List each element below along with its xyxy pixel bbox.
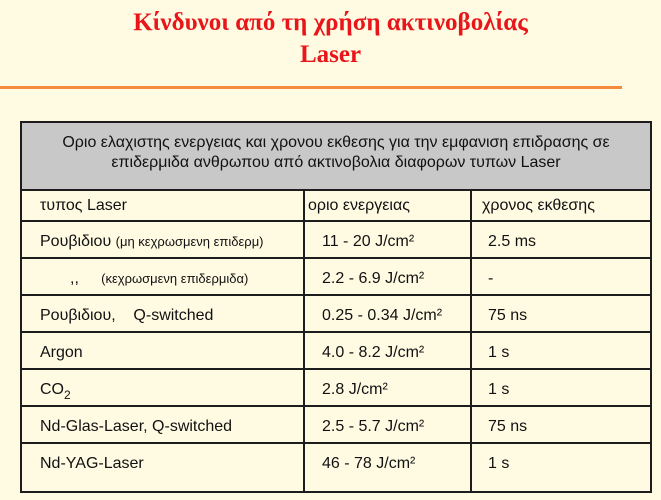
laser-type-cell: Argon [40, 344, 83, 361]
table-row [22, 370, 650, 407]
laser-type-cell: Nd-Glas-Laser, Q-switched [40, 418, 233, 435]
energy-cell: 2.2 - 6.9 J/cm² [322, 270, 425, 287]
time-cell: 1 s [488, 344, 510, 361]
energy-cell: 2.5 - 5.7 J/cm² [322, 418, 425, 435]
laser-type-cell [40, 370, 71, 405]
table-row [22, 296, 650, 333]
table-row [22, 222, 650, 259]
header-laser-type: τυπος Laser [40, 197, 127, 214]
table-header-row [22, 191, 650, 222]
table-grid [22, 191, 650, 478]
energy-cell: 4.0 - 8.2 J/cm² [322, 344, 425, 361]
energy-cell: 46 - 78 J/cm² [322, 455, 416, 472]
page-subtitle: Laser [299, 41, 362, 68]
energy-cell: 11 - 20 J/cm² [322, 233, 415, 250]
table-row [22, 259, 650, 296]
laser-type-cell [40, 296, 213, 331]
laser-type-cell [40, 222, 264, 257]
time-cell: 75 ns [488, 307, 528, 324]
header-energy-threshold: οριο ενεργειας [308, 197, 410, 214]
energy-cell: 2.8 J/cm² [322, 381, 388, 398]
table-row [22, 407, 650, 444]
laser-threshold-table [20, 121, 652, 493]
page-title: Κίνδυνοι από τη χρήση ακτινοβολίας [133, 9, 528, 36]
laser-note: (μη κεχρωσμενη επιδερμ) [115, 234, 264, 249]
laser-type: Ρουβιδιου [40, 233, 112, 250]
laser-type: ,, [70, 270, 79, 287]
energy-cell: 0.25 - 0.34 J/cm² [322, 307, 443, 324]
table-banner: Οριο ελαχιστης ενεργειας και χρονου εκθεσης για την εμφανιση επιδρασης σε επιδερμιδα ανθρωπου από ακτινοβολια διαφορων τυπων Laser [22, 123, 650, 191]
laser-type: CO [40, 381, 64, 398]
laser-type: Ρουβιδιου, [40, 307, 116, 324]
header-exposure-time: χρονος εκθεσης [482, 197, 595, 214]
time-cell: 1 s [488, 455, 510, 472]
laser-note: (κεχρωσμενη επιδερμιδα) [101, 271, 249, 286]
title-divider [0, 86, 622, 89]
time-cell: 2.5 ms [488, 233, 537, 250]
table-row [22, 333, 650, 370]
laser-type-cell: Nd-YAG-Laser [40, 455, 144, 472]
time-cell: 75 ns [488, 418, 528, 435]
laser-note: Q-switched [133, 307, 214, 324]
laser-type-cell [40, 259, 248, 294]
time-cell: 1 s [488, 381, 510, 398]
table-row [22, 444, 650, 478]
subscript: 2 [64, 388, 71, 402]
time-cell: - [488, 270, 494, 287]
